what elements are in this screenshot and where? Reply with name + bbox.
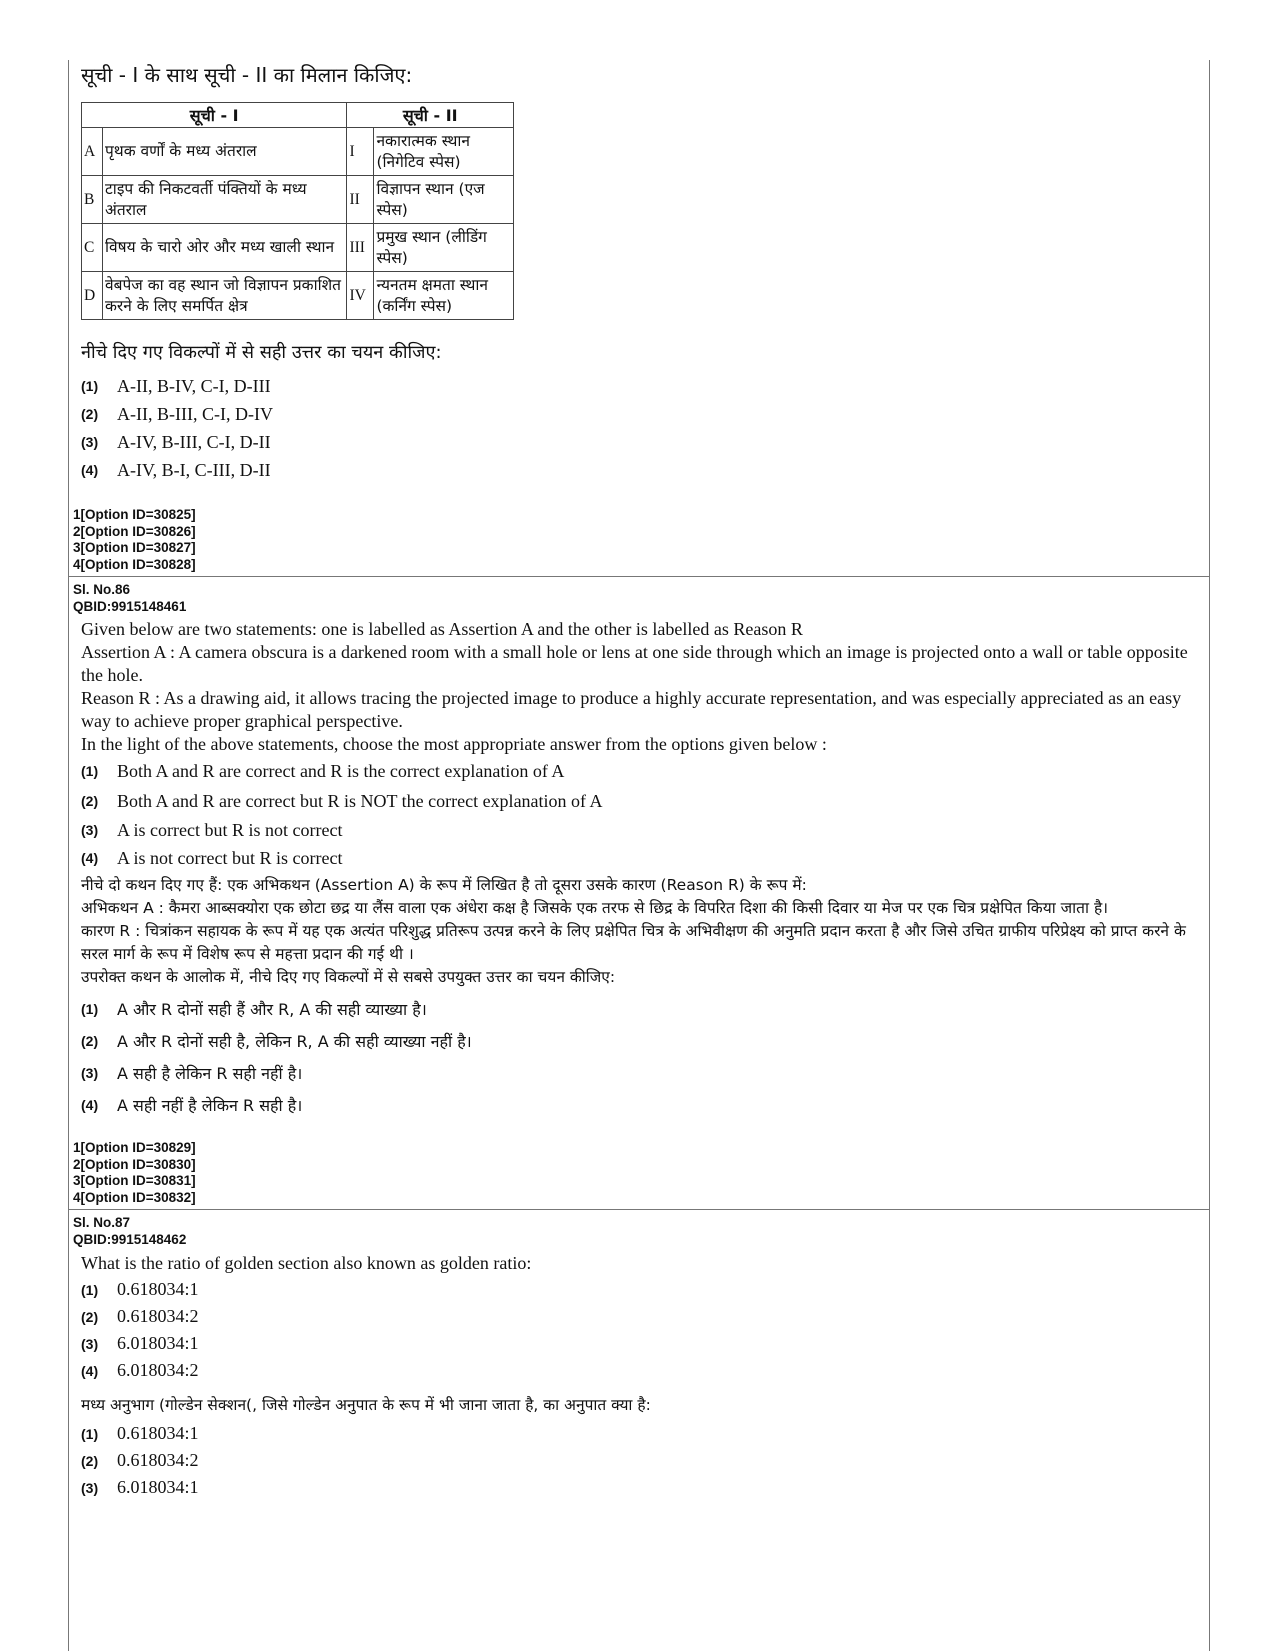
match-table (81, 102, 514, 320)
row-roman: IV (347, 272, 374, 320)
question-86 (69, 577, 1209, 1209)
option-id-line: 2[Option ID=30826] (73, 523, 196, 539)
option-1[interactable] (69, 756, 1209, 786)
question-85-prompt: नीचे दिए गए विकल्पों में से सही उत्तर का चयन कीजिए: (81, 342, 442, 363)
option-text: A सही है लेकिन R सही नहीं है। (117, 1064, 303, 1083)
option-number: (4) (81, 462, 99, 478)
option-number: (3) (81, 434, 99, 450)
option-1[interactable] (69, 372, 1209, 400)
question-paper-page (68, 60, 1210, 1651)
option-ids (69, 1140, 1209, 1209)
question-87-text: What is the ratio of golden section also known as golden ratio: (81, 1253, 532, 1273)
row-roman: III (347, 224, 374, 272)
row-right-text: नकारात्मक स्थान (निगेटिव स्पेस) (374, 128, 514, 176)
serial-number: Sl. No.87 (73, 1215, 131, 1230)
qbid: QBID:9915148462 (73, 1232, 187, 1247)
option-3-hindi[interactable] (69, 1057, 1209, 1089)
option-2[interactable] (69, 1303, 1209, 1330)
table-row (82, 128, 514, 176)
option-text: 0.618034:1 (117, 1279, 199, 1299)
option-text: A-II, B-III, C-I, D-IV (117, 403, 273, 424)
option-number: (3) (81, 1065, 99, 1081)
option-number: (2) (81, 1308, 99, 1325)
row-roman: I (347, 128, 374, 176)
option-text: 6.018034:2 (117, 1360, 199, 1380)
list-1-header: सूची - I (82, 103, 347, 128)
option-text: 0.618034:2 (117, 1450, 199, 1470)
option-text: 0.618034:2 (117, 1306, 199, 1326)
option-number: (2) (81, 406, 99, 422)
table-row (82, 272, 514, 320)
option-text: A is correct but R is not correct (117, 819, 343, 840)
option-3-hindi[interactable] (69, 1474, 1209, 1501)
option-number: (4) (81, 1362, 99, 1379)
row-right-text: न्यनतम क्षमता स्थान (कर्निंग स्पेस) (374, 272, 514, 320)
question-86-instruction-hindi: उपरोक्त कथन के आलोक में, नीचे दिए गए विकल्पों में से सबसे उपयुक्त उत्तर का चयन कीजिए: (81, 968, 616, 986)
option-4[interactable] (69, 844, 1209, 872)
option-text: A is not correct but R is correct (117, 847, 343, 868)
option-id-line: 2[Option ID=30830] (73, 1156, 196, 1172)
option-2[interactable] (69, 400, 1209, 428)
option-3[interactable] (69, 1330, 1209, 1357)
option-3[interactable] (69, 428, 1209, 456)
option-text: A और R दोनों सही है, लेकिन R, A की सही व्याख्या नहीं है। (117, 1032, 472, 1051)
option-1-hindi[interactable] (69, 1420, 1209, 1447)
option-number: (2) (81, 1033, 99, 1049)
row-key: D (82, 272, 103, 320)
option-number: (1) (81, 378, 99, 394)
option-number: (3) (81, 822, 99, 838)
option-id-line: 3[Option ID=30831] (73, 1173, 196, 1188)
reason-r-hindi: कारण R : चित्रांकन सहायक के रूप में यह एक अत्यंत परिशुद्ध प्रतिरूप उत्पन्न करने के लिए प्रक्षेपित चित्र के अभिवीक्षण की अनुमति प्रदान करता है और जिसे उचित ग्राफीय परिप्रेक्ष्य को प्राप्त करने के सरल मार्ग के रूप में विशेष रूप से महत्ता प्रदान की गई थी । (81, 922, 1186, 963)
option-number: (1) (81, 1001, 99, 1017)
row-key: C (82, 224, 103, 272)
question-86-statement: Given below are two statements: one is labelled as Assertion A and the other is labelled as Reason R (81, 619, 803, 639)
option-text: A-II, B-IV, C-I, D-III (117, 375, 271, 396)
option-text: A-IV, B-III, C-I, D-II (117, 431, 271, 452)
option-number: (1) (81, 763, 99, 779)
row-left-text: पृथक वर्णों के मध्य अंतराल (103, 128, 347, 176)
assertion-a-hindi: अभिकथन A : कैमरा आब्सक्योरा एक छोटा छद्र या लैंस वाला एक अंधेरा कक्ष है जिसके एक तरफ से छिद्र के विपरित दिशा की किसी दिवार या मेज पर एक चित्र प्रक्षेपित किया जाता है। (81, 899, 1109, 917)
option-text: 6.018034:1 (117, 1333, 199, 1353)
option-id-line: 3[Option ID=30827] (73, 540, 196, 555)
option-1-hindi[interactable] (69, 993, 1209, 1025)
option-4[interactable] (69, 1357, 1209, 1384)
question-85-title: सूची - I के साथ सूची - II का मिलान किजिए: (81, 63, 413, 87)
option-id-line: 4[Option ID=30828] (73, 556, 196, 572)
option-text: 6.018034:1 (117, 1477, 199, 1497)
question-86-instruction: In the light of the above statements, choose the most appropriate answer from the options given below : (81, 734, 827, 754)
option-text: Both A and R are correct but R is NOT the correct explanation of A (117, 790, 603, 811)
serial-number: Sl. No.86 (73, 582, 131, 597)
row-key: A (82, 128, 103, 176)
option-number: (2) (81, 1452, 99, 1469)
qbid: QBID:9915148461 (73, 599, 187, 614)
option-number: (4) (81, 850, 99, 866)
table-row (82, 176, 514, 224)
row-right-text: विज्ञापन स्थान (एज स्पेस) (374, 176, 514, 224)
row-key: B (82, 176, 103, 224)
option-2[interactable] (69, 786, 1209, 816)
row-left-text: विषय के चारो ओर और मध्य खाली स्थान (103, 224, 347, 272)
match-table-header (82, 103, 514, 128)
option-4-hindi[interactable] (69, 1089, 1209, 1121)
option-text: A-IV, B-I, C-III, D-II (117, 459, 271, 480)
question-86-statement-hindi: नीचे दो कथन दिए गए हैं: एक अभिकथन (Assertion A) के रूप में लिखित है तो दूसरा उसके कारण (Reason R) के रूप में: (81, 876, 807, 894)
option-text: 0.618034:1 (117, 1423, 199, 1443)
question-87 (69, 1210, 1209, 1501)
option-text: Both A and R are correct and R is the correct explanation of A (117, 760, 565, 781)
question-85 (69, 60, 1209, 576)
option-4[interactable] (69, 456, 1209, 484)
option-number: (3) (81, 1479, 99, 1496)
list-2-header: सूची - II (347, 103, 514, 128)
option-number: (2) (81, 793, 99, 809)
table-row (82, 224, 514, 272)
option-1[interactable] (69, 1276, 1209, 1303)
reason-r: Reason R : As a drawing aid, it allows tracing the projected image to produce a highly accurate representation, and was especially appreciated as an easy way to achieve proper graphical perspective. (81, 688, 1182, 731)
option-id-line: 1[Option ID=30825] (73, 507, 196, 522)
option-number: (1) (81, 1425, 99, 1442)
assertion-a: Assertion A : A camera obscura is a darkened room with a small hole or lens at one side through which an image is projected onto a wall or table opposite the hole. (81, 642, 1188, 685)
option-ids (69, 507, 1209, 576)
option-2-hindi[interactable] (69, 1025, 1209, 1057)
option-number: (4) (81, 1097, 99, 1113)
question-87-text-hindi: मध्य अनुभाग (गोल्डेन सेक्शन(, जिसे गोल्डेन अनुपात के रूप में भी जाना जाता है, का अनुपात क्या है: (81, 1396, 651, 1414)
row-left-text: टाइप की निकटवर्ती पंक्तियों के मध्य अंतराल (103, 176, 347, 224)
row-roman: II (347, 176, 374, 224)
row-right-text: प्रमुख स्थान (लीडिंग स्पेस) (374, 224, 514, 272)
option-number: (3) (81, 1335, 99, 1352)
option-text: A और R दोनों सही हैं और R, A की सही व्याख्या है। (117, 1000, 427, 1019)
option-id-line: 1[Option ID=30829] (73, 1140, 196, 1155)
option-2-hindi[interactable] (69, 1447, 1209, 1474)
row-left-text: वेबपेज का वह स्थान जो विज्ञापन प्रकाशित करने के लिए समर्पित क्षेत्र (103, 272, 347, 320)
option-number: (1) (81, 1281, 99, 1298)
option-text: A सही नहीं है लेकिन R सही है। (117, 1096, 303, 1115)
option-3[interactable] (69, 816, 1209, 844)
option-id-line: 4[Option ID=30832] (73, 1189, 196, 1205)
